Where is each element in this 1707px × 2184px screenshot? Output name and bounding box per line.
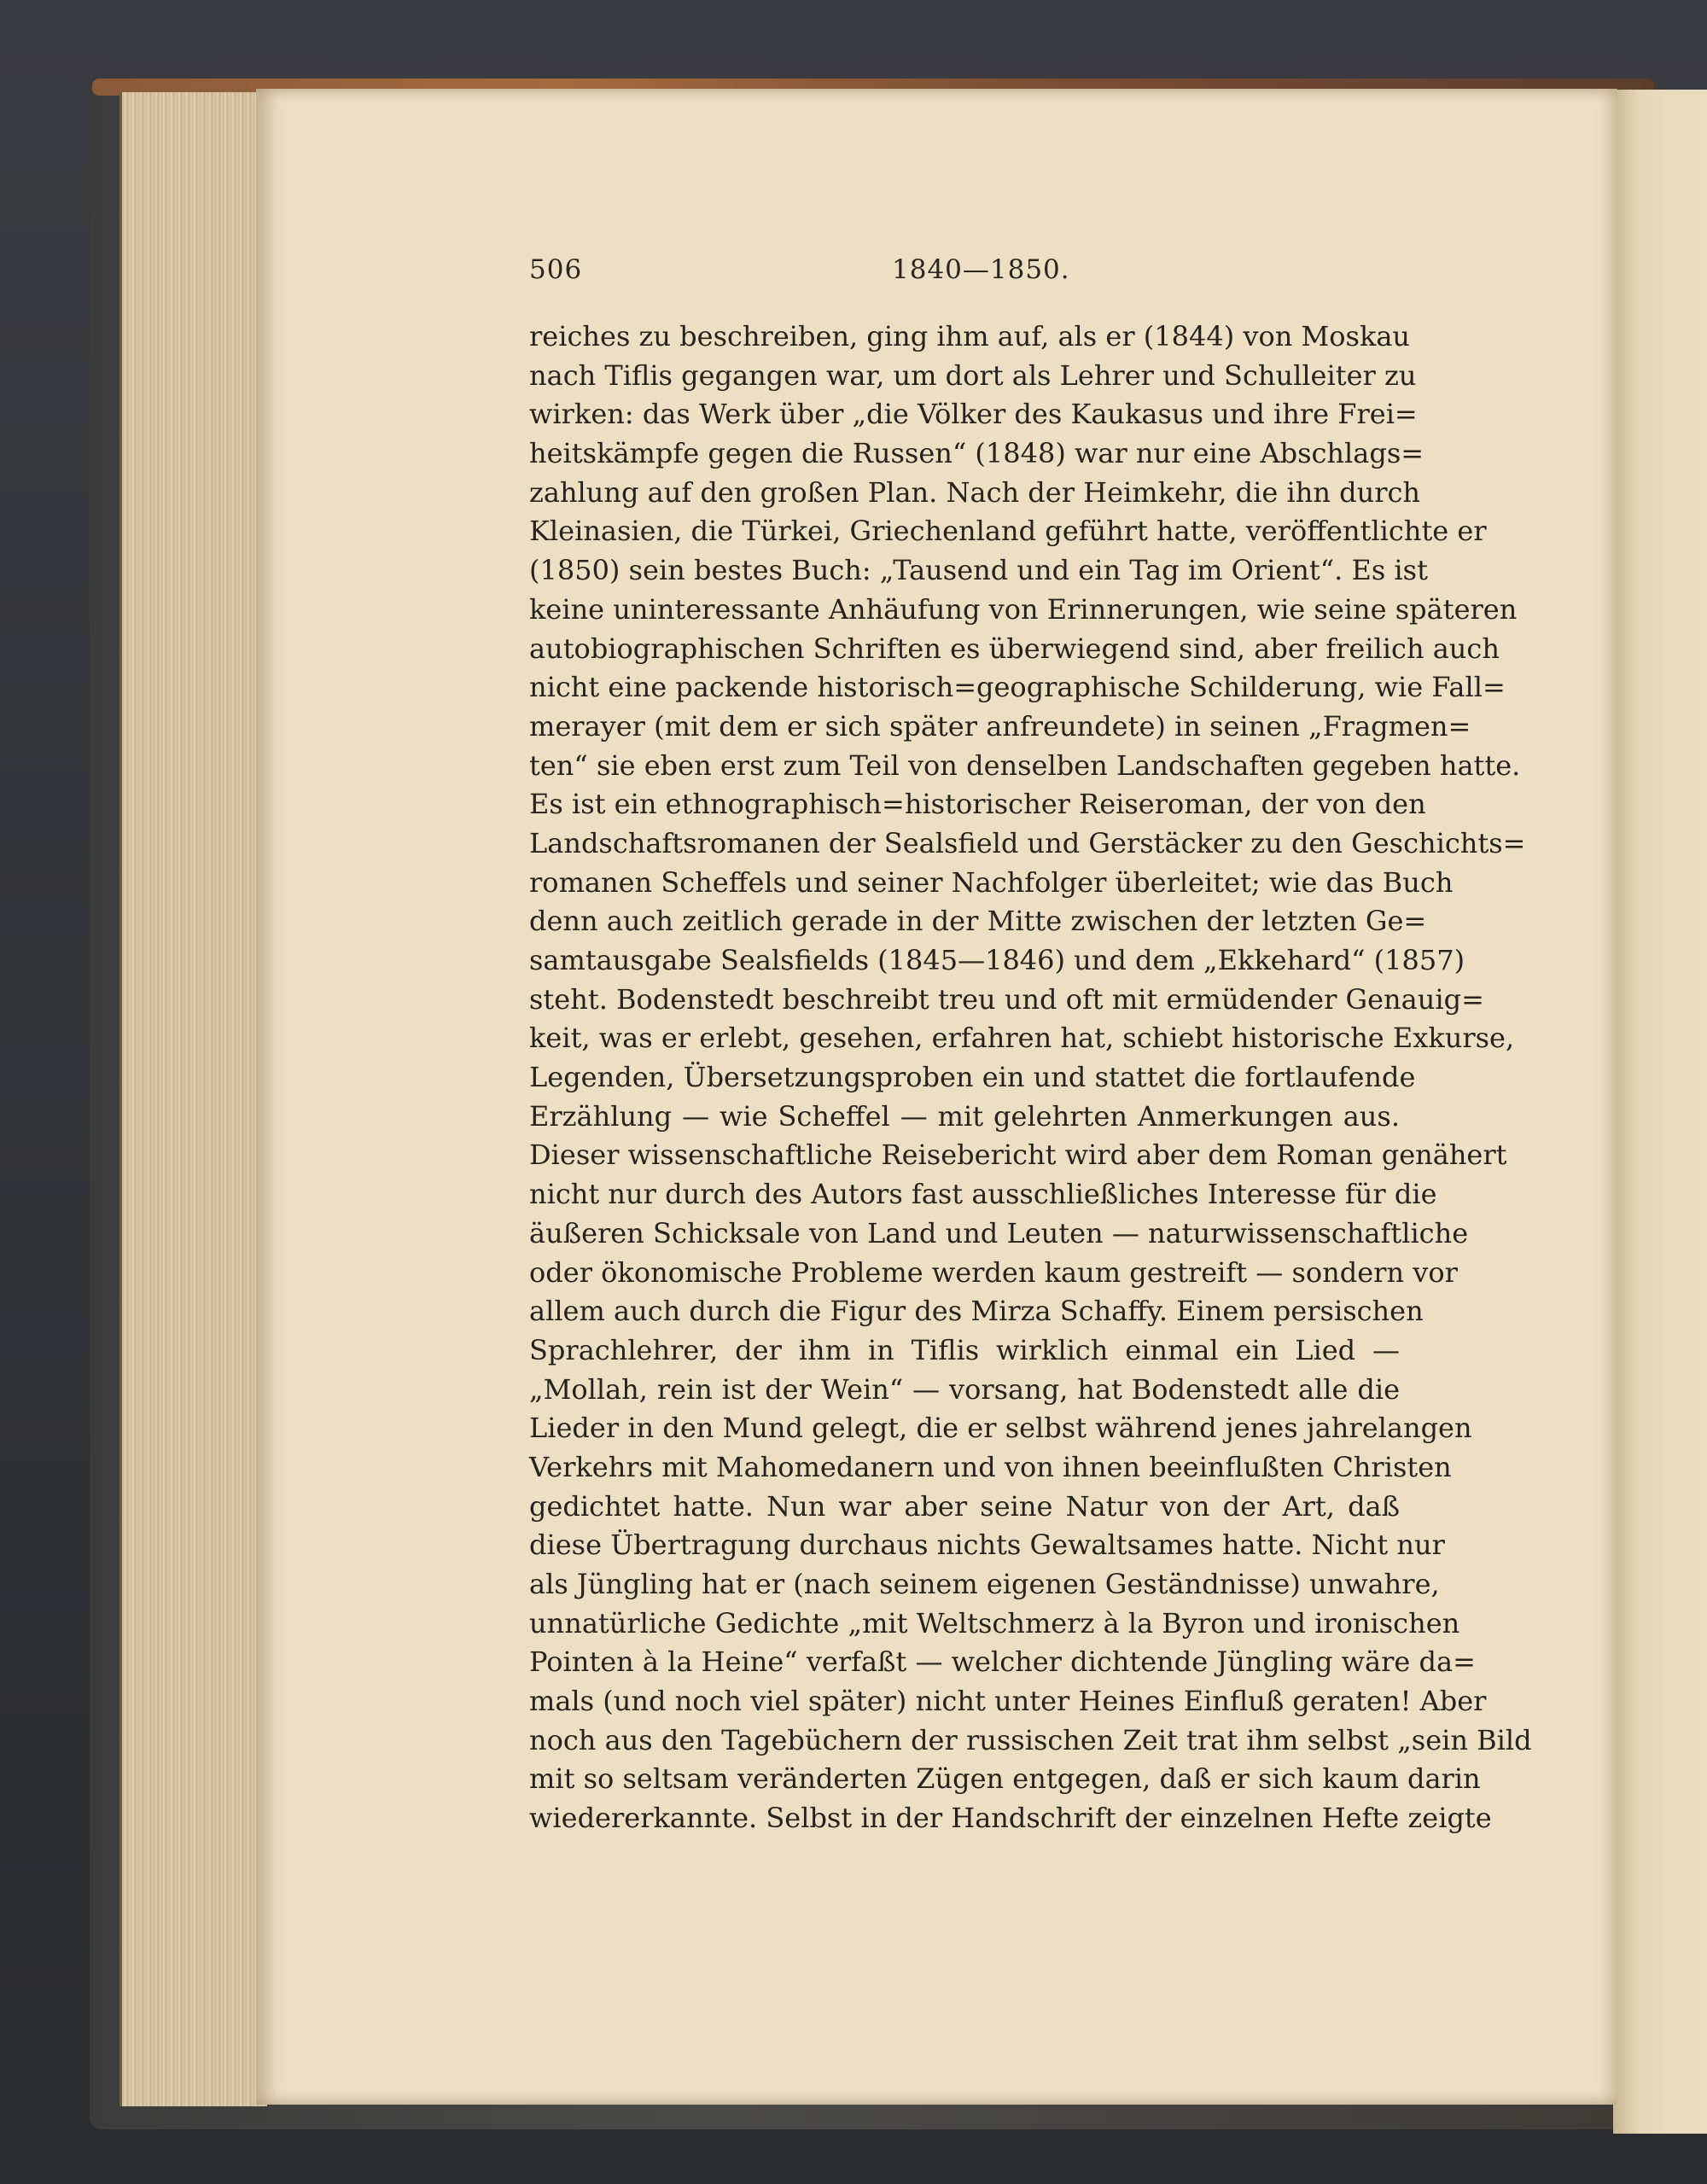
text-line: Lieder in den Mund gelegt, die er selbst während jenes jahrelangen — [529, 1412, 1472, 1445]
text-line: nicht eine packende historisch=geographische Schilderung, wie Fall= — [529, 671, 1506, 704]
text-line: heitskämpfe gegen die Russen“ (1848) war nur eine Abschlags= — [529, 437, 1424, 470]
page-number: 506 — [529, 254, 583, 285]
text-line: Landschaftsromanen der Sealsfield und Gerstäcker zu den Geschichts= — [529, 826, 1526, 859]
text-line: gedichtet hatte. Nun war aber seine Natur von der Art, daß — [529, 1489, 1400, 1523]
text-line: Erzählung — wie Scheffel — mit gelehrten Anmerkungen aus. — [529, 1099, 1400, 1133]
text-line: samtausgabe Sealsfields (1845—1846) und dem „Ekkehard“ (1857) — [529, 944, 1465, 976]
text-line: reiches zu beschreiben, ging ihm auf, als er (1844) von Moskau — [529, 320, 1411, 352]
text-line: denn auch zeitlich gerade in der Mitte zwischen der letzten Ge= — [529, 905, 1427, 938]
page-edges-left — [119, 92, 267, 2106]
text-line: Legenden, Übersetzungsproben ein und stattet die fortlaufende — [529, 1061, 1416, 1094]
text-line: romanen Scheffels und seiner Nachfolger überleitet; wie das Buch — [529, 865, 1454, 899]
text-line: „Mollah, rein ist der Wein“ — vorsang, hat Bodenstedt alle die — [529, 1372, 1400, 1406]
text-line: Kleinasien, die Türkei, Griechenland geführt hatte, veröffentlichte er — [529, 515, 1487, 548]
text-line: keine uninteressante Anhäufung von Erinnerungen, wie seine späteren — [529, 592, 1518, 626]
text-line: Pointen à la Heine“ verfaßt — welcher dichtende Jüngling wäre da= — [529, 1645, 1476, 1679]
text-line: mit so seltsam veränderten Zügen entgegen, daß er sich kaum darin — [529, 1762, 1481, 1796]
text-line: ten“ sie eben erst zum Teil von denselben Landschaften gegeben hatte. — [529, 748, 1521, 782]
text-line: äußeren Schicksale von Land und Leuten — naturwissenschaftliche — [529, 1216, 1469, 1249]
running-title: 1840—1850. — [892, 254, 1070, 285]
text-line: wiedererkannte. Selbst in der Handschrift der einzelnen Hefte zeigte — [529, 1802, 1492, 1835]
text-line: autobiographischen Schriften es überwiegend sind, aber freilich auch — [529, 632, 1500, 665]
text-line: nicht nur durch des Autors fast ausschließliches Interesse für die — [529, 1178, 1437, 1211]
text-line: allem auch durch die Figur des Mirza Schaffy. Einem persischen — [529, 1295, 1424, 1328]
body-text — [529, 317, 1532, 1838]
text-line: merayer (mit dem er sich später anfreundete) in seinen „Fragmen= — [529, 709, 1471, 743]
text-line: steht. Bodenstedt beschreibt treu und oft mit ermüdender Genauig= — [529, 982, 1484, 1016]
page-header — [529, 254, 1393, 288]
text-line: nach Tiflis gegangen war, um dort als Lehrer und Schulleiter zu — [529, 358, 1417, 392]
facing-page-edge — [1613, 90, 1707, 2134]
text-line: unnatürliche Gedichte „mit Weltschmerz à la Byron und ironischen — [529, 1606, 1460, 1639]
text-line: (1850) sein bestes Buch: „Tausend und ein Tag im Orient“. Es ist — [529, 554, 1428, 587]
text-line: Dieser wissenschaftliche Reisebericht wird aber dem Roman genähert — [529, 1139, 1507, 1172]
text-line: noch aus den Tagebüchern der russischen Zeit trat ihm selbst „sein Bild — [529, 1723, 1532, 1756]
text-line: zahlung auf den großen Plan. Nach der Heimkehr, die ihn durch — [529, 475, 1421, 509]
text-line: mals (und noch viel später) nicht unter Heines Einfluß geraten! Aber — [529, 1685, 1487, 1718]
text-line: wirken: das Werk über „die Völker des Kaukasus und ihre Frei= — [529, 398, 1418, 431]
text-line: diese Übertragung durchaus nichts Gewaltsames hatte. Nicht nur — [529, 1529, 1445, 1562]
text-line: Es ist ein ethnographisch=historischer Reiseroman, der von den — [529, 788, 1426, 821]
text-line: als Jüngling hat er (nach seinem eigenen Geständnisse) unwahre, — [529, 1568, 1440, 1600]
text-line: oder ökonomische Probleme werden kaum gestreift — sondern vor — [529, 1255, 1458, 1289]
text-line: Sprachlehrer, der ihm in Tiflis wirklich einmal ein Lied — — [529, 1333, 1400, 1366]
text-line: Verkehrs mit Mahomedanern und von ihnen beeinflußten Christen — [529, 1450, 1452, 1483]
text-line: keit, was er erlebt, gesehen, erfahren hat, schiebt historische Exkurse, — [529, 1022, 1515, 1055]
